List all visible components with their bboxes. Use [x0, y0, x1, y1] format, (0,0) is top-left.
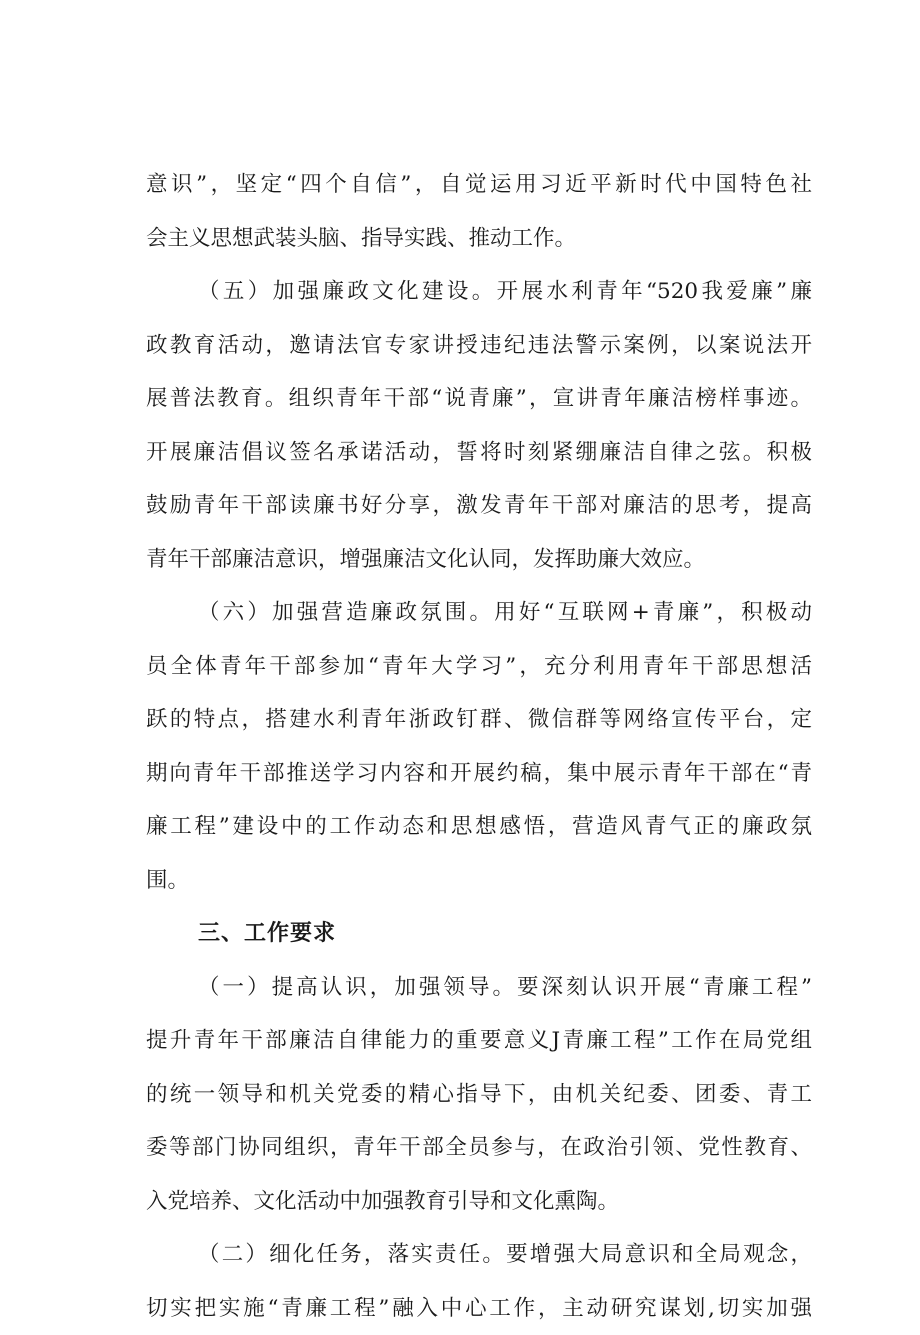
paragraph — [146, 586, 812, 907]
text-line: 展普法教育。组织青年干部“说青廉”，宣讲青年廉洁榜样事迹。 — [146, 372, 812, 426]
text-line: 切实把实施“青廉工程”融入中心工作，主动研究谋划,切实加强 — [146, 1282, 812, 1335]
text-line: 廉工程”建设中的工作动态和思想感悟，营造风青气正的廉政氛 — [146, 800, 812, 854]
text-line: （六）加强营造廉政氛围。用好“互联网+青廉”，积极动 — [146, 586, 812, 640]
text-line: 意识”，坚定“四个自信”，自觉运用习近平新时代中国特色社 — [146, 158, 812, 212]
text-line: （二）细化任务，落实责任。要增强大局意识和全局观念， — [146, 1228, 812, 1282]
paragraph — [146, 265, 812, 586]
paragraph — [146, 158, 812, 265]
text-line: 青年干部廉洁意识，增强廉洁文化认同，发挥助廉大效应。 — [146, 533, 812, 587]
text-line: 开展廉洁倡议签名承诺活动，誓将时刻紧绷廉洁自律之弦。积极 — [146, 426, 812, 480]
paragraph — [146, 961, 812, 1229]
text-line: 的统一领导和机关党委的精心指导下，由机关纪委、团委、青工 — [146, 1068, 812, 1122]
document-page — [146, 158, 812, 1335]
section-heading: 三、工作要求 — [146, 907, 812, 961]
text-line: 委等部门协同组织，青年干部全员参与，在政治引领、党性教育、 — [146, 1121, 812, 1175]
text-line: 政教育活动，邀请法官专家讲授违纪违法警示案例，以案说法开 — [146, 319, 812, 373]
text-line: （五）加强廉政文化建设。开展水利青年“520我爱廉”廉 — [146, 265, 812, 319]
text-line: 员全体青年干部参加“青年大学习”，充分利用青年干部思想活 — [146, 640, 812, 694]
text-line: 提升青年干部廉洁自律能力的重要意义J青廉工程”工作在局党组 — [146, 1014, 812, 1068]
paragraph — [146, 1228, 812, 1335]
text-line: 鼓励青年干部读廉书好分享，激发青年干部对廉洁的思考，提高 — [146, 479, 812, 533]
text-line: 会主义思想武装头脑、指导实践、推动工作。 — [146, 212, 812, 266]
text-line: （一）提高认识，加强领导。要深刻认识开展“青廉工程” — [146, 961, 812, 1015]
text-line: 围。 — [146, 854, 812, 908]
text-line: 跃的特点，搭建水利青年浙政钉群、微信群等网络宣传平台，定 — [146, 693, 812, 747]
text-line: 入党培养、文化活动中加强教育引导和文化熏陶。 — [146, 1175, 812, 1229]
text-line: 期向青年干部推送学习内容和开展约稿，集中展示青年干部在“青 — [146, 747, 812, 801]
